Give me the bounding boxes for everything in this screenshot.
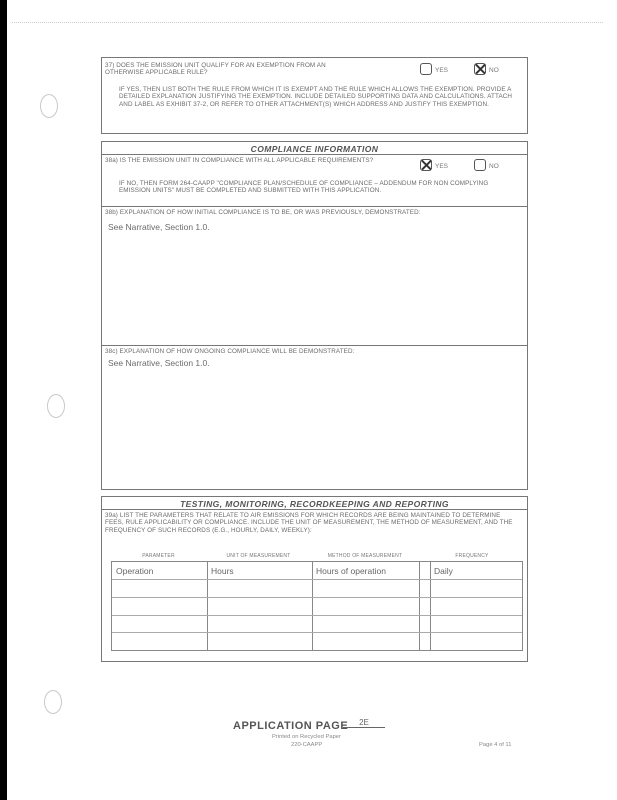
q38b-answer: See Narrative, Section 1.0. <box>108 222 210 232</box>
table-cell: Hours <box>211 566 234 576</box>
q38c-question: 38c) EXPLANATION OF HOW ONGOING COMPLIANCE WILL BE DEMONSTRATED: <box>105 348 355 355</box>
q38c-answer: See Narrative, Section 1.0. <box>108 358 210 368</box>
exemption-section <box>101 57 528 134</box>
q38a-no-checkbox[interactable] <box>474 159 486 171</box>
table-cell: Daily <box>434 566 453 576</box>
punch-hole-bottom <box>44 690 62 714</box>
punch-hole-middle <box>47 394 65 418</box>
testing-section <box>101 496 528 662</box>
q37-yes-checkbox[interactable] <box>420 63 432 75</box>
col-header-frequency: FREQUENCY <box>455 553 489 559</box>
page-of-label: Page 4 of 11 <box>479 742 512 748</box>
testing-header: TESTING, MONITORING, RECORDKEEPING AND REPORTING <box>180 499 449 509</box>
q39a-question: 39a) LIST THE PARAMETERS THAT RELATE TO AIR EMISSIONS FOR WHICH RECORDS ARE BEING MAINTAINED TO DETERMINE FEES, RULE APPLICABILITY OR COMPLIANCE. INCLUDE THE UNIT OF MEASUREMENT, THE METHOD OF MEASUREMENT, AND THE FREQUENCY OF SUCH RECORDS (E.G., HOURLY, DAILY, WEEKLY): <box>105 512 513 534</box>
col-header-method: METHOD OF MEASUREMENT <box>327 553 403 559</box>
row-divider <box>112 615 522 616</box>
col-header-parameter: PARAMETER <box>142 553 175 559</box>
col-divider <box>312 562 313 650</box>
row-divider <box>112 597 522 598</box>
q38b-question: 38b) EXPLANATION OF HOW INITIAL COMPLIANCE IS TO BE, OR WAS PREVIOUSLY, DEMONSTRATED: <box>105 209 421 216</box>
q38a-yes-label: YES <box>435 163 449 170</box>
application-page-title: APPLICATION PAGE <box>233 720 349 732</box>
scan-edge <box>0 0 7 800</box>
q38a-yes-checkbox[interactable] <box>420 159 432 171</box>
col-divider <box>419 562 420 650</box>
compliance-header-rule <box>102 154 527 155</box>
q38b-rule <box>102 206 527 207</box>
q37-no-checkbox[interactable] <box>474 63 486 75</box>
records-table <box>111 561 523 651</box>
row-divider <box>112 632 522 633</box>
q37-yes-label: YES <box>435 67 449 74</box>
punch-hole-top <box>40 94 58 118</box>
compliance-section <box>101 141 528 490</box>
table-cell: Hours of operation <box>316 566 386 576</box>
application-page-number: 2E <box>343 718 385 728</box>
printed-on-note: Printed on Recycled Paper <box>272 734 341 740</box>
q38c-rule <box>102 345 527 346</box>
testing-header-rule <box>102 509 527 510</box>
q37-no-label: NO <box>489 67 499 74</box>
compliance-header: COMPLIANCE INFORMATION <box>250 144 379 154</box>
q37-question: 37) DOES THE EMISSION UNIT QUALIFY FOR AN EXEMPTION FROM AN OTHERWISE APPLICABLE RULE? <box>105 62 326 77</box>
col-divider <box>207 562 208 650</box>
col-header-unit: UNIT OF MEASUREMENT <box>226 553 291 559</box>
table-cell: Operation <box>116 566 154 576</box>
q38a-no-label: NO <box>489 163 499 170</box>
form-id: 220-CAAPP <box>291 742 323 748</box>
q38a-question: 38a) IS THE EMISSION UNIT IN COMPLIANCE WITH ALL APPLICABLE REQUIREMENTS? <box>105 157 374 164</box>
q38a-instruction: IF NO, THEN FORM 264-CAAPP "COMPLIANCE PLAN/SCHEDULE OF COMPLIANCE – ADDENDUM FOR NON COMPLYING EMISSION UNITS" MUST BE COMPLETED AND SUBMITTED WITH THIS APPLICATION. <box>119 180 489 195</box>
col-divider <box>430 562 431 650</box>
q37-instruction: IF YES, THEN LIST BOTH THE RULE FROM WHICH IT IS EXEMPT AND THE RULE WHICH ALLOWS THE EXEMPTION. PROVIDE A DETAILED EXPLANATION JUSTIFYING THE EXEMPTION. INCLUDE DETAILED SUPPORTING DATA AND CALCULATIONS. ATTACH AND LABEL AS EXHIBIT 37-2, OR REFER TO OTHER ATTACHMENT(S) WHICH ADDRESS AND JUSTIFY THIS EXEMPTION. <box>119 86 513 108</box>
top-rule <box>12 22 603 23</box>
row-divider <box>112 579 522 580</box>
